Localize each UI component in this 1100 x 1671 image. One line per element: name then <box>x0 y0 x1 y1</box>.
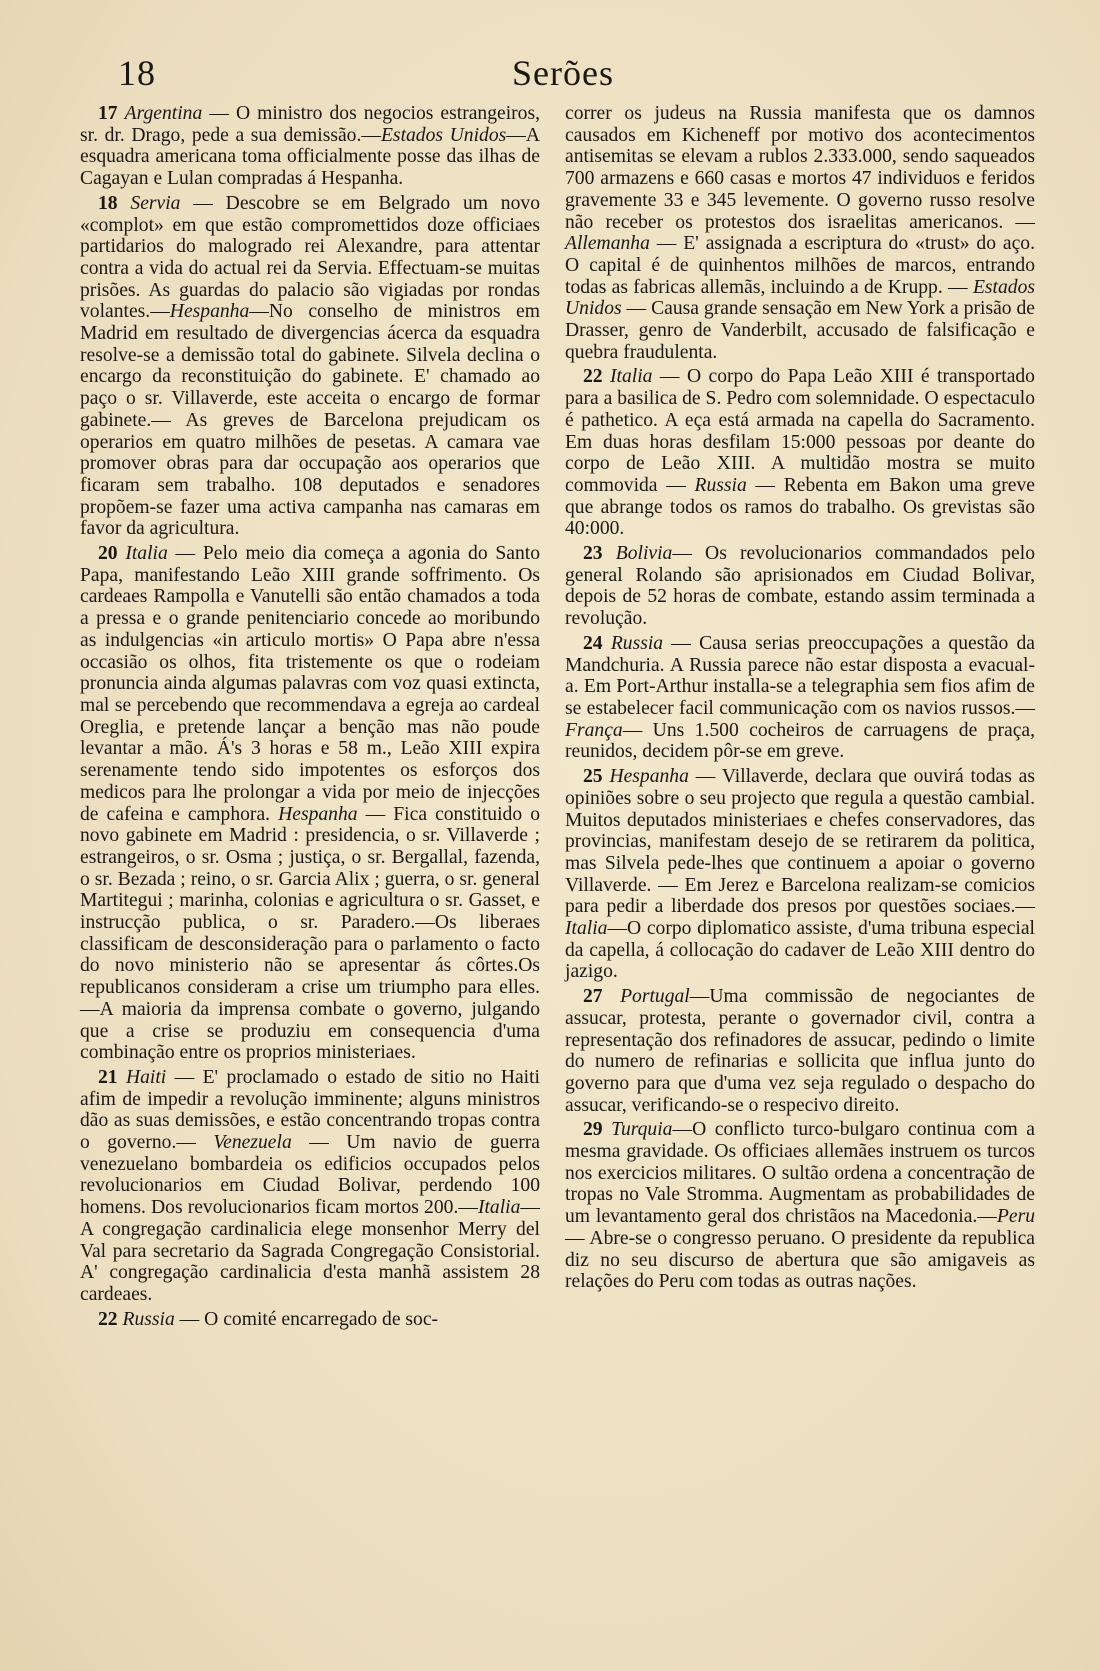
entry-text: — Causa serias preoccupações a questão da Mandchuria. A Russia parece não estar disposta a evacual-a. Em Port-Arthur installa-se a telegraphia sem fios afim de se estabelecer facil communicação com os navios russos.— <box>565 632 1035 719</box>
entry-text: — E' proclamado o estado de sitio no Haiti afim de impedir a revolução imminente; alguns ministros dão as suas demissões, e estão concentrando tropas contra o governo.— <box>80 1066 540 1154</box>
entry-text: —No conselho de ministros em Madrid em resultado de divergencias ácerca da esquadra resolve-se a demissão total do gabinete. Silvela declina o encargo da reconstituição do gabinete. E' chamado ao paço o sr. Villaverde, este acceita o encargo de formar gabinete.— As greves de Barcelona prejudicam os operarios em quatro milhões de pesetas. A camara vae promover obras para dar occupação aos operarios que ficaram sem trabalho. 108 deputados e senadores propõem-se fazer uma activa campanha nas camaras em favor da agricultura. <box>80 301 540 540</box>
chronicle-entry <box>80 543 540 1064</box>
country-name: Hespanha <box>609 766 689 788</box>
entry-text: — O corpo do Papa Leão XIII é transportado para a basilica de S. Pedro com solemnidade. O espectaculo é pathetico. A eça está armada na capella do Sacramento. Em duas horas desfilam 15:000 pessoas por deante do corpo de Leão XIII. A multidão mostra se muito commovida — <box>565 366 1035 496</box>
entry-day-number: 22 <box>98 1308 118 1330</box>
entry-text: —Uma commissão de negociantes de assucar, protesta, perante o governador civil, contra a representação dos refinadores de assucar, pedindo o limite do numero de refinarias e sollicita que influa junto do governo para que d'uma vez seja regulado o despacho do assucar, verificando-se o respecivo direito. <box>565 986 1035 1116</box>
entry-text: — O comité encarregado de soc- <box>174 1308 439 1330</box>
country-name: Russia <box>122 1308 175 1330</box>
country-name: Russia <box>610 632 664 654</box>
country-name: Italia <box>125 543 168 565</box>
entry-text: —O conflicto turco-bulgaro continua com a mesma gravidade. Os officiaes allemães instruem os turcos nos exercicios militares. O sultão ordena a concentração de tropas no Vale Stromma. Augmentam as probabilidades de um levantamento geral dos christãos na Macedonia.— <box>565 1119 1035 1228</box>
country-name: Hespanha <box>169 301 250 323</box>
country-name: Italia <box>565 918 608 940</box>
entry-day-number: 25 <box>583 766 603 788</box>
country-name: Russia <box>694 474 747 496</box>
chronicle-entry <box>565 366 1035 540</box>
country-name: França <box>565 719 623 741</box>
page-number: 18 <box>118 53 156 93</box>
country-name: Haiti <box>125 1066 167 1088</box>
entry-text: — Fica constituido o novo gabinete em Madrid : presidencia, o sr. Villaverde ; estrangeiros, o sr. Osma ; justiça, o sr. Bergallal, fazenda, o sr. Bezada ; reino, o sr. Garcia Alix ; guerra, o sr. general Martitegui ; marinha, colonias e agricultura o sr. Gasset, e instrucção publica, o sr. Paradero.—Os liberaes classificam de desconsideração para o parlamento o facto do novo ministerio não se apresentar ás côrtes.Os republicanos consideram a crise um triumpho para elles.—A maioria da imprensa combate o governo, julgando que a crise se produziu em consequencia d'uma combinação entre os proprios ministeriaes. <box>80 803 540 1064</box>
entry-text: correr os judeus na Russia manifesta que os damnos causados em Kicheneff por motivo dos acontecimentos antisemitas se elevam a rublos 2.333.000, sendo saqueados 700 armazens e 660 casas e mortos 47 individuos e feridos gravemente 33 e 345 levemente. O governo russo resolve não receber os protestos dos israelitas americanos. — <box>565 103 1035 233</box>
entry-text: — E' assignada a escriptura do «trust» do aço. O capital é de quinhentos milhões de marcos, entrando todas as fabricas allemãs, incluindo a de Krupp. — <box>565 233 1035 298</box>
entry-day-number: 21 <box>98 1066 118 1088</box>
entry-text: — Abre-se o congresso peruano. O presidente da republica diz no seu discurso de abertura que são amigaveis as relações do Peru com todas as outras nações. <box>565 1227 1035 1293</box>
entry-day-number: 20 <box>98 543 118 565</box>
country-name: Argentina <box>124 103 203 124</box>
running-title: Serões <box>512 53 614 93</box>
country-name: Bolivia <box>615 543 673 565</box>
entry-day-number: 22 <box>583 366 603 388</box>
country-name: Peru <box>996 1206 1035 1228</box>
entry-text: — Villaverde, declara que ouvirá todas as opiniões sobre o seu projecto que regula a questão cambial. Muitos deputados ministeriaes e chefes conservadores, das provincias, manifestam desejo de se retirarem da politica, mas Silvela pede-lhes que continuem a apoiar o governo Villaverde. — Em Jerez e Barcelona realizam-se comicios para pedir a liberdade dos presos por questões sociaes.— <box>565 766 1035 918</box>
country-name: Hespanha <box>278 803 358 825</box>
chronicle-entry <box>565 766 1035 983</box>
entry-text: —O corpo diplomatico assiste, d'uma tribuna especial da capella, á collocação do cadaver de Leão XIII dentro do jazigo. <box>565 918 1035 983</box>
chronicle-entry <box>80 1309 540 1331</box>
entry-day-number: 23 <box>583 543 603 565</box>
country-name: Allemanha <box>565 233 650 255</box>
entry-text: — Um navio de guerra venezuelano bombardeia os edificios occupados pelos revolucionarios em Ciudad Bolivar, perdendo 100 homens. Dos revolucionarios ficam mortos 200.— <box>80 1132 540 1219</box>
entry-text: —A congregação cardinalicia elege monsenhor Merry del Val para secretario da Sagrada Congregação Consistorial. A' congregação cardinalicia d'esta manhã assistem 28 cardeaes. <box>80 1197 540 1305</box>
entry-day-number: 17 <box>98 103 118 124</box>
chronicle-entry <box>80 103 540 190</box>
entry-text: — Descobre se em Belgrado um novo «complot» em que estão compromettidos doze officiaes partidarios do malogrado rei Alexandre, para attentar contra a vida do actual rei da Servia. Effectuam-se muitas prisões. As guardas do palacio são vigiadas por rondas volantes.— <box>80 192 540 323</box>
entry-day-number: 18 <box>98 192 118 214</box>
country-name: Italia <box>477 1197 521 1219</box>
chronicle-entry <box>80 1067 540 1306</box>
entry-text: — Rebenta em Bakon uma greve que abrange todos os ramos do trabalho. Os grevistas são 40:000. <box>565 474 1035 540</box>
page-header <box>0 52 1100 96</box>
left-column <box>80 103 540 1333</box>
country-name: Turquia <box>611 1119 673 1141</box>
entry-text: — Os revolucionarios commandados pelo general Rolando são aprisionados em Ciudad Bolivar, depois de 52 horas de combate, estando assim terminada a revolução. <box>565 543 1035 630</box>
chronicle-entry <box>565 633 1035 763</box>
country-name: Portugal <box>620 986 690 1008</box>
right-column <box>565 103 1035 1296</box>
entry-day-number: 24 <box>583 632 603 654</box>
entry-text: — Uns 1.500 cocheiros de carruagens de praça, reunidos, decidem pôr-se em greve. <box>565 719 1035 763</box>
entry-day-number: 27 <box>583 986 603 1008</box>
entry-text: — O ministro dos negocios estrangeiros, sr. dr. Drago, pede a sua demissão.— <box>80 103 540 146</box>
country-name: Estados Unidos <box>380 124 507 146</box>
entry-text: —A esquadra americana toma officialmente posse das ilhas de Cagayan e Lulan compradas á Hespanha. <box>80 124 541 190</box>
country-name: Servia <box>130 192 181 214</box>
country-name: Italia <box>610 366 653 388</box>
chronicle-entry <box>565 543 1035 630</box>
chronicle-entry <box>565 986 1035 1116</box>
country-name: Estados Unidos <box>565 276 1035 320</box>
entry-text: — Causa grande sensação em New York a prisão de Drasser, genro de Vanderbilt, accusado de falsificação e quebra fraudulenta. <box>565 298 1035 363</box>
chronicle-entry <box>565 103 1035 363</box>
chronicle-entry <box>80 193 540 540</box>
entry-day-number: 29 <box>583 1119 603 1141</box>
country-name: Venezuela <box>213 1132 292 1154</box>
entry-text: — Pelo meio dia começa a agonia do Santo Papa, manifestando Leão XIII grande soffrimento. Os cardeaes Rampolla e Vanutelli são então chamados a toda a pressa e o grande penitenciario concede ao moribundo as indulgencias «in articulo mortis» O Papa abre n'essa occasião os olhos, fita tristemente os que o rodeiam pronuncia ainda algumas palavras com voz quasi extincta, mal se percebendo que recommendava a egreja ao cardeal Oreglia, e pretende lançar a benção mas não poude levantar a mão. Á's 3 horas e 58 m., Leão XIII expira serenamente tendo sido impotentes os esforços dos medicos para lhe prolongar a vida por meio de injecções de cafeina e camphora. <box>80 543 540 825</box>
chronicle-entry <box>565 1119 1035 1293</box>
